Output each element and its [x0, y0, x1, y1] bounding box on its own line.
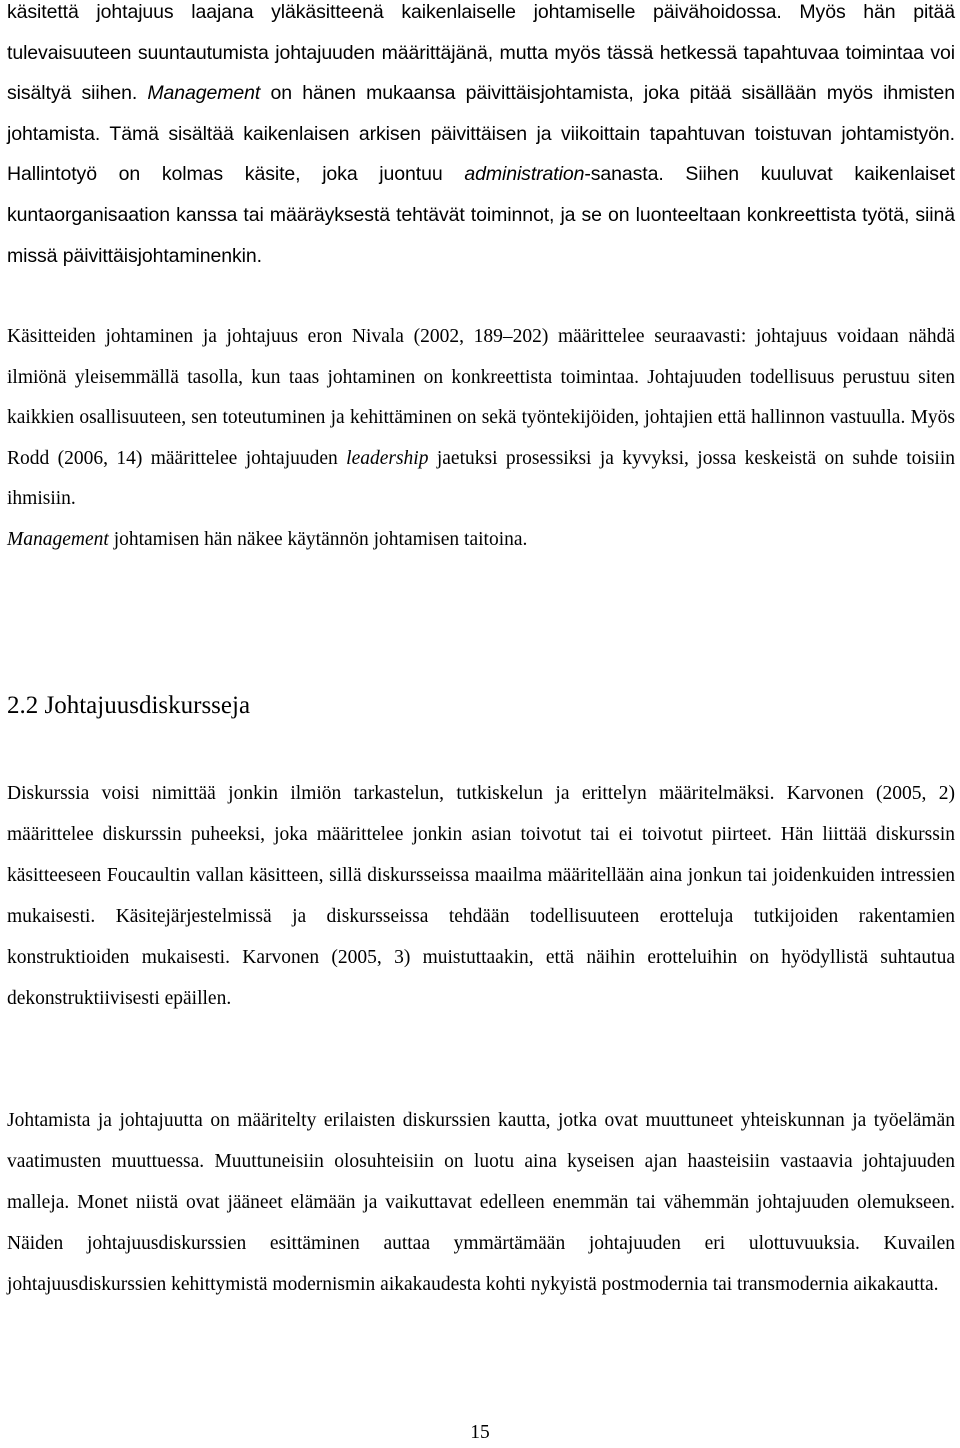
paragraph-text: käsitettä johtajuus laajana yläkäsitteenä kaikenlaiselle johtamiselle päivähoidossa. Myös hän pitää tulevaisuuteen suuntautumista johtajuuden määrittäjänä, mutta myös tässä hetkessä tapahtuvaa toimintaa voi sisältyä siihen. — [7, 1, 955, 105]
paragraph-text: on hänen mukaansa päivittäisjohtamista, joka pitää sisällään myös ihmisten johtamista. Tämä sisältää kaikenlaisen arkisen päivittäisen ja viikoittain tapahtuvan toistuvan johtamistyön. — [7, 82, 955, 145]
body-paragraph-1 — [7, 0, 955, 276]
section-heading: 2.2 Johtajuusdiskursseja — [7, 692, 251, 719]
body-paragraph-4: Johtamista ja johtajuutta on määritelty erilaisten diskurssien kautta, jotka ovat muuttuneet yhteiskunnan ja työelämän vaatimusten muuttuessa. Muuttuneisiin olosuhteisiin on luotu aina kyseisen ajan haasteisiin vastaavia johtajuuden malleja. Monet niistä ovat jääneet elämään ja vaikuttavat edelleen enemmän tai vähemmän johtajuuden olemukseen. Näiden johtajuusdiskurssien esittäminen auttaa ymmärtämään johtajuuden eri ulottuvuuksia. Kuvailen johtajuusdiskurssien kehittymistä modernismin aikakaudesta kohti nykyistä postmodernia tai transmodernia aikakautta. — [7, 1110, 955, 1295]
paragraph-text: Hallintotyö on kolmas käsite, joka juontuu — [7, 163, 443, 186]
body-paragraph-3: Diskurssia voisi nimittää jonkin ilmiön tarkastelun, tutkiskelun ja erittelyn määritelmäksi. Karvonen (2005, 2) määrittelee diskurssin puheeksi, joka määrittelee jonkin asian toivotut tai ei toivotut piirteet. Hän liittää diskurssin käsitteeseen Foucaultin vallan käsitteen, sillä diskursseissa maailma määritellään aina jonkun tai joidenkuiden intressien mukaisesti. Käsitejärjestelmissä ja diskursseissa tehdään todellisuuteen erotteluja tutkijoiden rakentamien konstruktioiden mukaisesti. Karvonen (2005, 3) muistuttaakin, että näihin erotteluihin on hyödyllistä suhtautua dekonstruktiivisesti epäillen. — [7, 783, 955, 1009]
term-management: Management — [7, 528, 109, 550]
term-administration: administration — [464, 163, 585, 186]
paragraph-text: johtamisen hän näkee käytännön johtamisen taitoina. — [113, 528, 528, 550]
paragraph-text: Käsitteiden johtaminen ja johtajuus eron Nivala (2002, 189–202) määrittelee seuraavasti: johtajuus voidaan nähdä ilmiönä yleisemmällä tasolla, kun taas johtaminen on konkreettista toimintaa. Johtajuuden todellisuus perustuu siten kaikkien osallisuuteen, sen toteutuminen ja kehittäminen on sekä työntekijöiden, johtajien että hallinnon vastuulla. Myös Rodd (2006, 14) määrittelee johtajuuden — [7, 326, 955, 469]
body-paragraph-2 — [7, 317, 955, 561]
term-management: Management — [147, 82, 261, 105]
paragraph-text: Siihen kuuluvat kaikenlaiset kuntaorganisaation kanssa tai määräyksestä tehtävät toiminnot, ja se on luonteeltaan konkreettista työtä, siinä missä päivittäisjohtaminenkin. — [7, 163, 956, 267]
page-number: 15 — [470, 1422, 490, 1443]
term-leadership: leadership — [346, 447, 429, 469]
paragraph-text: jaetuksi prosessiksi ja kyvyksi, jossa keskeistä on suhde toisiin ihmisiin. — [7, 447, 955, 510]
paragraph-text: -sanasta. — [584, 163, 664, 186]
